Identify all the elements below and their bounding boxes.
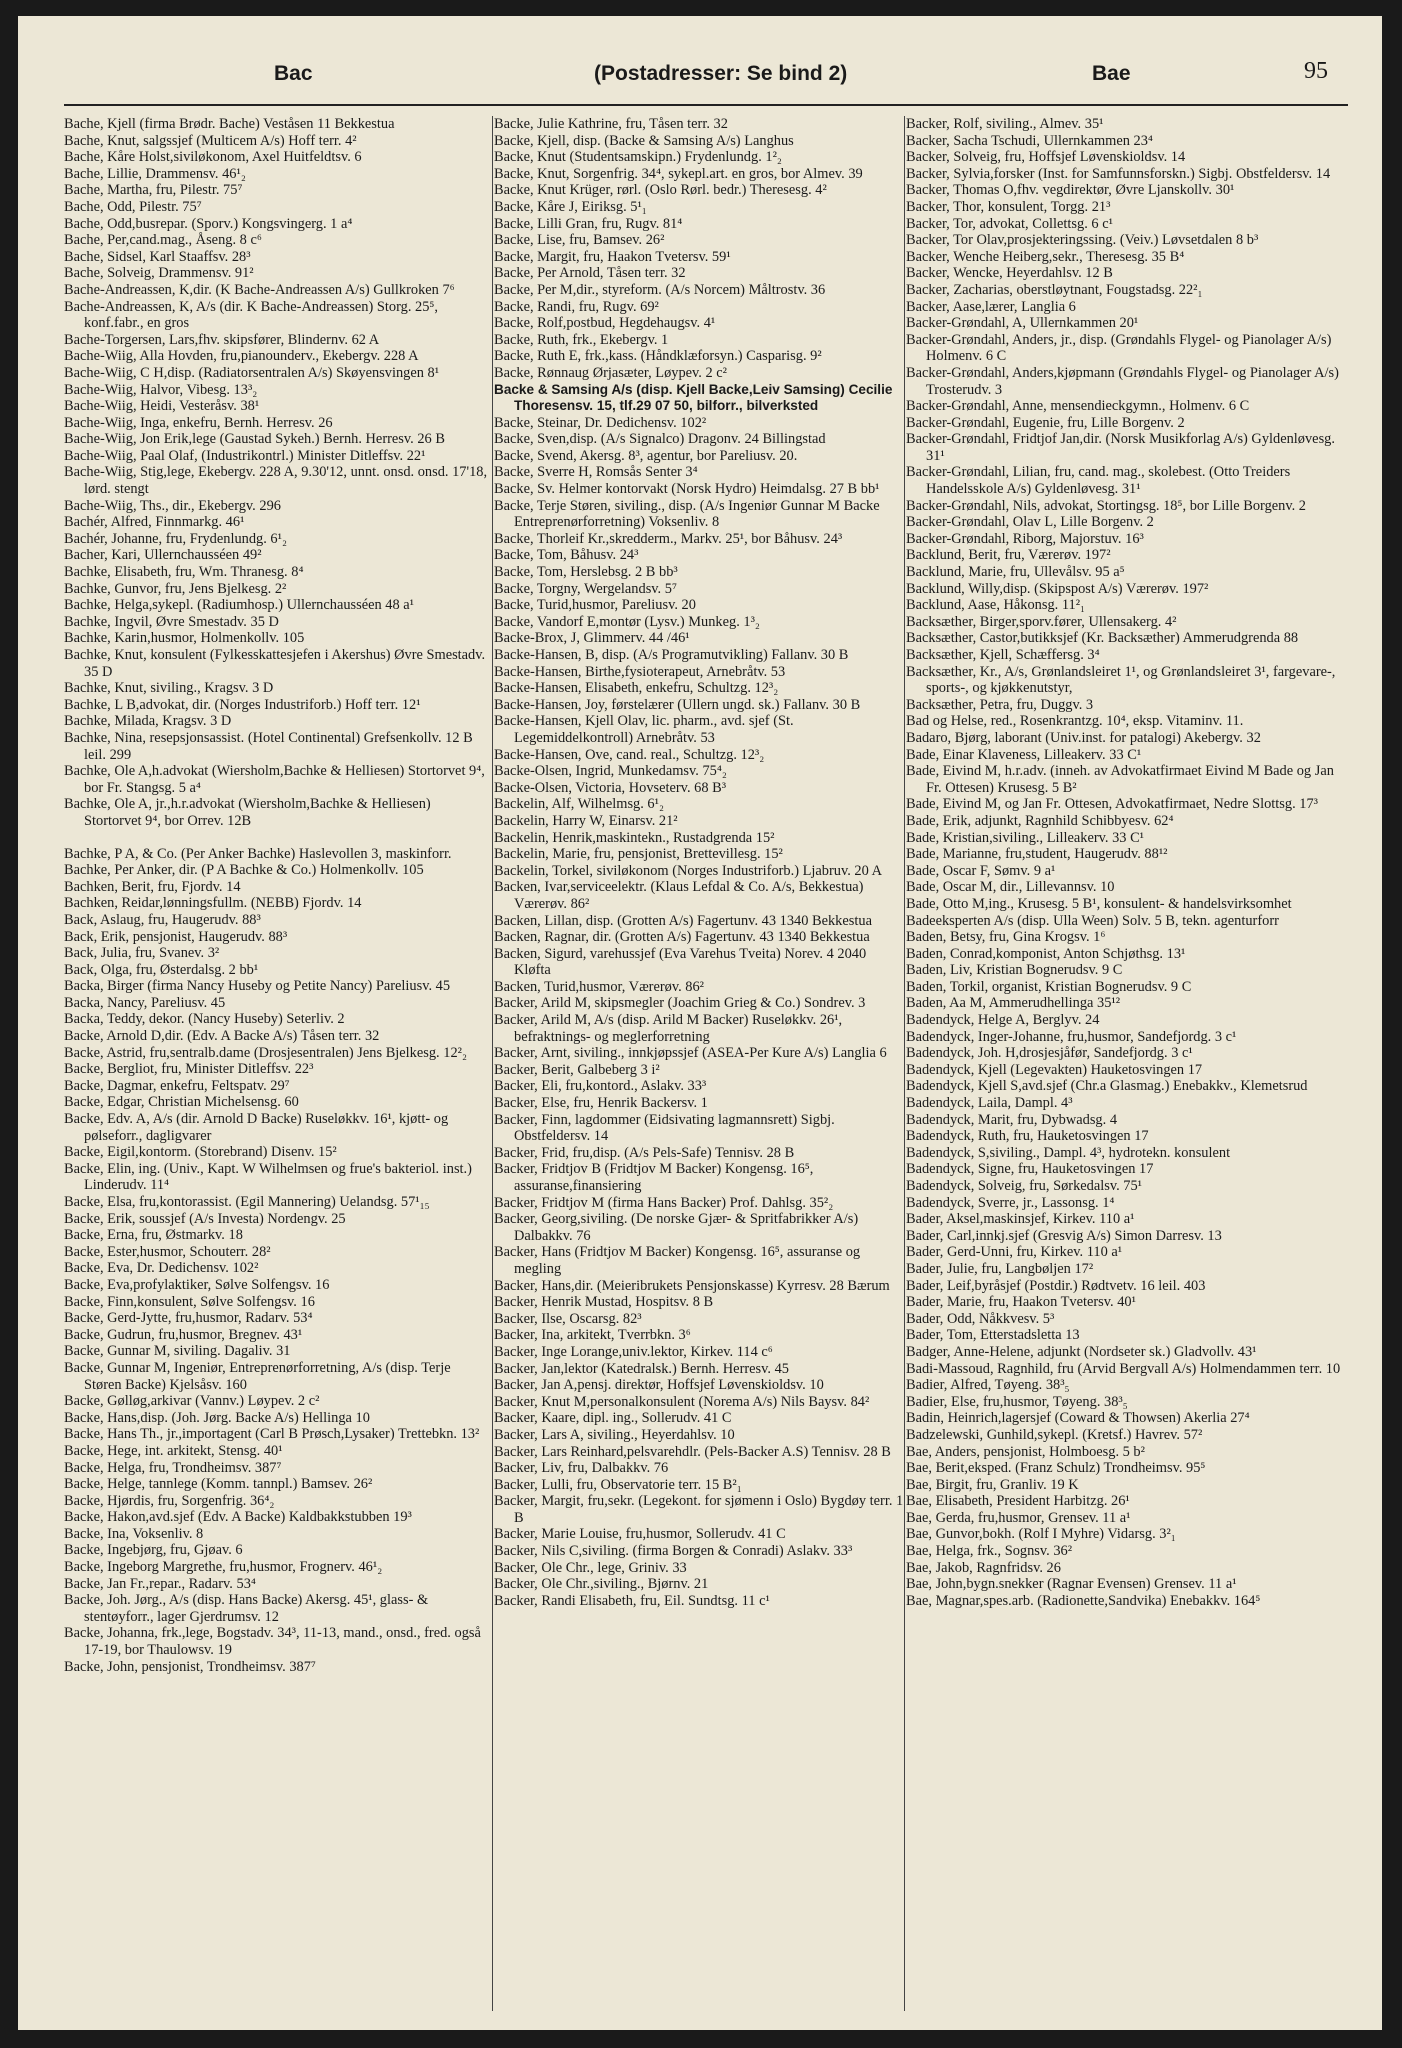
directory-entry [64,830,490,846]
directory-entry: Backsæther, Petra, fru, Duggv. 3 [906,696,1094,713]
directory-entry: Backe, Kjell, disp. (Backe & Samsing A/s) Langhus [494,132,794,149]
directory-entry: Backe, Dagmar, enkefru, Feltspatv. 29⁷ [64,1077,290,1094]
directory-entry: Backe, Thorleif Kr.,skredderm., Markv. 25¹, bor Båhusv. 24³ [494,530,843,547]
directory-entry: Bachke, Knut, konsulent (Fylkesskattesjefen i Akershus) Øvre Smestadv. 35 D [64,647,486,680]
directory-entry: Back, Olga, fru, Østerdalsg. 2 bb¹ [64,961,259,978]
directory-entry: Backe, Johanna, frk.,lege, Bogstadv. 34³, 11-13, mand., onsd., fred. også 17-19, bor Thaulowsv. 19 [64,1625,481,1659]
directory-entry: Backer, Marie Louise, fru,husmor, Sollerudv. 41 C [494,1526,786,1543]
directory-entry: Backer, Hans,dir. (Meieribrukets Pensjonskasse) Kyrresv. 28 Bærum [494,1277,890,1294]
directory-entry: Backlund, Marie, fru, Ullevålsv. 95 a⁵ [906,564,1125,581]
directory-entry: Bae, John,bygn.snekker (Ragnar Evensen) Grensev. 11 a¹ [906,1576,1237,1593]
header-postal-note: (Postadresser: Se bind 2) [594,62,848,85]
directory-entry: Badendyck, Helge A, Berglyv. 24 [906,1012,1100,1029]
directory-entry: Bader, Odd, Nåkkvesv. 5³ [906,1310,1055,1327]
directory-entry: Badendyck, Solveig, fru, Sørkedalsv. 75¹ [906,1178,1142,1194]
directory-entry: Backe, Gunnar M, siviling. Dagaliv. 31 [64,1343,291,1360]
directory-entry: Badendyck, Ruth, fru, Hauketosvingen 17 [906,1128,1149,1145]
directory-entry: Bader, Gerd-Unni, fru, Kirkev. 110 a¹ [906,1244,1123,1261]
directory-entry: Backsæther, Birger,sporv.fører, Ullensakerg. 4² [906,613,1177,630]
directory-entry: Backe, Hjørdis, fru, Sorgenfrig. 36⁴₂ [64,1492,275,1509]
directory-entry: Bader, Marie, fru, Haakon Tvetersv. 40¹ [906,1294,1136,1311]
directory-entry: Backer, Else, fru, Henrik Backersv. 1 [494,1095,708,1112]
directory-entry: Backer, Zacharias, oberstløytnant, Fougstadsg. 22²₁ [906,281,1203,298]
directory-entry: Bade, Oscar M, dir., Lillevannsv. 10 [906,879,1115,896]
directory-entry: Backer, Jan,lektor (Katedralsk.) Bernh. Herresv. 45 [494,1360,789,1377]
directory-entry: Backe, Ingeborg Margrethe, fru,husmor, Frognerv. 46¹₂ [64,1559,383,1576]
column-1 [64,116,490,2016]
directory-entry: Bachér, Johanne, fru, Frydenlundg. 6¹₂ [64,530,287,547]
directory-entry: Bache, Kåre Holst,siviløkonom, Axel Huitfeldtsv. 6 [64,149,362,166]
directory-entry: Bachke, Knut, siviling., Kragsv. 3 D [64,680,274,697]
directory-entry: Backe, Tom, Båhusv. 24³ [494,547,639,564]
directory-entry: Backe, Eva, Dr. Dedichensv. 102² [64,1260,259,1277]
directory-entry: Backe-Hansen, Joy, førstelærer (Ullern ungd. sk.) Fallanv. 30 B [494,696,861,713]
directory-entry: Back, Erik, pensjonist, Haugerudv. 88³ [64,928,288,945]
directory-entry: Backer, Margit, fru,sekr. (Legekont. for sjømenn i Oslo) Bygdøy terr. 1 B [494,1493,904,1526]
directory-entry: Bachke, Per Anker, dir. (P A Bachke & Co.) Holmenkollv. 105 [64,862,424,879]
directory-entry: Backer-Grøndahl, Olav L, Lille Borgenv. 2 [906,514,1154,531]
directory-entry: Backe, Ina, Voksenliv. 8 [64,1525,204,1542]
directory-entry: Bachke, Helga,sykepl. (Radiumhosp.) Ullernchausséen 48 a¹ [64,597,414,614]
directory-entry: Backe-Hansen, B, disp. (A/s Programutvikling) Fallanv. 30 B [494,647,849,663]
directory-entry: Bache, Per,cand.mag., Åseng. 8 c⁶ [64,232,262,249]
directory-entry: Bache-Wiig, Ths., dir., Ekebergv. 296 [64,497,281,514]
directory-entry: Backe, Hakon,avd.sjef (Edv. A Backe) Kaldbakkstubben 19³ [64,1509,412,1526]
directory-entry: Bache-Wiig, Paal Olaf, (Industrikontrl.) Minister Ditleffsv. 22¹ [64,447,426,464]
directory-entry: Backe, Finn,konsulent, Sølve Solfengsv. 16 [64,1293,315,1310]
directory-entry: Backer, Frid, fru,disp. (A/s Pels-Safe) Tennisv. 28 B [494,1144,795,1161]
directory-entry: Backe, Ester,husmor, Schouterr. 28² [64,1243,271,1260]
directory-entry: Bader, Julie, fru, Langbøljen 17² [906,1260,1094,1277]
directory-entry: Backelin, Torkel, siviløkonom (Norges Industriforb.) Ljabruv. 20 A [494,862,883,879]
directory-entry: Bache, Knut, salgssjef (Multicem A/s) Hoff terr. 4² [64,132,357,149]
directory-entry: Backer, Rolf, siviling., Almev. 35¹ [906,116,1104,132]
directory-entry: Backe, Gudrun, fru,husmor, Bregnev. 43¹ [64,1326,303,1343]
directory-entry: Backer, Tor, advokat, Collettsg. 6 c¹ [906,215,1113,232]
page-number: 95 [1304,58,1328,84]
directory-entry: Backelin, Harry W, Einarsv. 21² [494,812,678,829]
directory-entry: Bae, Magnar,spes.arb. (Radionette,Sandvika) Enebakkv. 164⁵ [906,1592,1261,1609]
column-divider [904,116,905,2011]
directory-entry: Bae, Gerda, fru,husmor, Grensev. 11 a¹ [906,1509,1131,1526]
directory-entry: Bae, Elisabeth, President Harbitzg. 26¹ [906,1493,1130,1510]
directory-entry: Bache, Martha, fru, Pilestr. 75⁷ [64,182,243,199]
directory-entry: Backe, Helge, tannlege (Komm. tannpl.) Bamsev. 26² [64,1476,373,1493]
directory-entry: Baden, Liv, Kristian Bognerudsv. 9 C [906,962,1123,979]
directory-entry: Badendyck, Joh. H,drosjesjåfør, Sandefjordg. 3 c¹ [906,1045,1193,1062]
directory-entry: Bache-Andreassen, K, A/s (dir. K Bache-Andreassen) Storg. 25⁵, konf.fabr., en gros [64,298,439,332]
directory-entry: Badaro, Bjørg, laborant (Univ.inst. for patalogi) Akebergv. 32 [906,729,1261,746]
directory-entry: Backer, Ole Chr., lege, Griniv. 33 [494,1559,687,1576]
directory-entry: Backer, Berit, Galbeberg 3 i² [494,1061,660,1078]
directory-entry: Backe, Ruth, frk., Ekebergv. 1 [494,331,669,348]
directory-entry: Backe, Ingebjørg, fru, Gjøav. 6 [64,1542,243,1559]
directory-entry: Bachke, Gunvor, fru, Jens Bjelkesg. 2² [64,580,287,597]
directory-entry: Backe, Joh. Jørg., A/s (disp. Hans Backe) Akersg. 45¹, glass- & stentøyforr., lager Gjerdrumsv. 12 [64,1592,429,1625]
directory-entry: Bachken, Reidar,lønningsfullm. (NEBB) Fjordv. 14 [64,895,362,912]
directory-entry: Bache, Solveig, Drammensv. 91² [64,265,254,282]
directory-entry: Backe, Per Arnold, Tåsen terr. 32 [494,265,686,282]
directory-entry: Backe, Knut Krüger, rørl. (Oslo Rørl. bedr.) Theresesg. 4² [494,182,827,199]
directory-entry: Backe, Edgar, Christian Michelsensg. 60 [64,1094,299,1111]
directory-entry: Bache-Andreassen, K,dir. (K Bache-Andreassen A/s) Gullkroken 7⁶ [64,281,455,298]
directory-entry: Backer, Ilse, Oscarsg. 82³ [494,1310,642,1327]
directory-entry: Backe-Hansen, Ove, cand. real., Schultzg. 12³₂ [494,746,765,763]
directory-entry: Backe, Steinar, Dr. Dedichensv. 102² [494,414,707,431]
directory-entry: Backelin, Marie, fru, pensjonist, Brettevillesg. 15² [494,846,783,863]
directory-entry: Backe, Hans,disp. (Joh. Jørg. Backe A/s) Hellinga 10 [64,1409,370,1426]
directory-entry: Backe, Erna, fru, Østmarkv. 18 [64,1227,243,1244]
directory-entry: Baden, Torkil, organist, Kristian Bognerudsv. 9 C [906,978,1192,995]
directory-entry: Backe, Elin, ing. (Univ., Kapt. W Wilhelmsen og frue's bakteriol. inst.) Linderudv. 11⁴ [64,1160,472,1194]
directory-entry: Badendyck, Kjell (Legevakten) Hauketosvingen 17 [906,1061,1203,1078]
directory-entry: Backer, Sacha Tschudi, Ullernkammen 23⁴ [906,132,1153,149]
directory-entry: Backe, Eva,profylaktiker, Sølve Solfengsv. 16 [64,1276,330,1293]
directory-entry: Bachken, Berit, fru, Fjordv. 14 [64,878,241,895]
directory-entry: Backer, Wenche Heiberg,sekr., Theresesg. 35 B⁴ [906,248,1185,265]
directory-entry: Backe, Edv. A, A/s (dir. Arnold D Backe) Ruseløkkv. 16¹, kjøtt- og pølseforr., dagligvarer [64,1111,449,1144]
directory-entry: Bache, Lillie, Drammensv. 46¹₂ [64,165,246,182]
directory-entry: Backe, Rønnaug Ørjasæter, Løypev. 2 c² [494,364,727,381]
directory-entry: Backe-Olsen, Ingrid, Munkedamsv. 75⁴₂ [494,763,727,780]
directory-entry: Badendyck, S,siviling., Dampl. 4³, hydrotekn. konsulent [906,1144,1231,1161]
directory-entry: Bache, Odd,busrepar. (Sporv.) Kongsvingerg. 1 a⁴ [64,215,353,232]
directory-entry: Backe, Lilli Gran, fru, Rugv. 81⁴ [494,215,683,232]
directory-entry: Badendyck, Marit, fru, Dybwadsg. 4 [906,1111,1118,1128]
directory-entry: Backsæther, Castor,butikksjef (Kr. Backsæther) Ammerudgrenda 88 [906,630,1299,647]
directory-entry: Badzelewski, Gunhild,sykepl. (Kretsf.) Havrev. 57² [906,1426,1203,1443]
directory-entry: Backer, Fridtjov B (Fridtjov M Backer) Kongensg. 16⁵, assuranse,finansiering [494,1161,814,1194]
directory-entry: Bache-Wiig, Heidi, Vesteråsv. 38¹ [64,398,260,415]
directory-entry: Backe, Sv. Helmer kontorvakt (Norsk Hydro) Heimdalsg. 27 B bb¹ [494,481,880,498]
directory-entry: Backer, Liv, fru, Dalbakkv. 76 [494,1460,669,1477]
header-rule [64,104,1348,106]
directory-entry: Bader, Aksel,maskinsjef, Kirkev. 110 a¹ [906,1211,1135,1228]
directory-entry: Bachke, Milada, Kragsv. 3 D [64,713,232,730]
directory-entry: Badendyck, Laila, Dampl. 4³ [906,1095,1073,1112]
directory-entry: Backe, Kåre J, Eiriksg. 5¹₁ [494,198,647,215]
column-3 [906,116,1346,2016]
directory-entry: Backer-Grøndahl, Eugenie, fru, Lille Borgenv. 2 [906,414,1185,431]
directory-page [18,16,1382,2030]
directory-entry: Bade, Eivind M, og Jan Fr. Ottesen, Advokatfirmaet, Nedre Slottsg. 17³ [906,796,1318,813]
directory-entry: Bae, Gunvor,bokh. (Rolf I Myhre) Vidarsg. 3²₁ [906,1526,1176,1543]
directory-entry: Backer, Thomas O,fhv. vegdirektør, Øvre Ljanskollv. 30¹ [906,182,1235,199]
directory-entry: Backer, Lulli, fru, Observatorie terr. 15 B²₁ [494,1476,742,1493]
directory-entry: Bad og Helse, red., Rosenkrantzg. 10⁴, eksp. Vitaminv. 11. [906,713,1244,730]
directory-entry: Backe, Jan Fr.,repar., Radarv. 53⁴ [64,1575,256,1592]
directory-entry: Bae, Jakob, Ragnfridsv. 26 [906,1559,1061,1576]
directory-entry: Backer, Solveig, fru, Hoffsjef Løvenskioldsv. 14 [906,149,1186,166]
directory-entry: Bache-Wiig, Alla Hovden, fru,pianounderv., Ekebergv. 228 A [64,348,419,365]
directory-entry: Backer, Georg,siviling. (De norske Gjær- & Spritfabrikker A/s) Dalbakkv. 76 [494,1211,859,1244]
directory-entry: Backen, Turid,husmor, Værerøv. 86² [494,978,704,995]
directory-entry: Badeeksperten A/s (disp. Ulla Ween) Solv. 5 B, tekn. agenturforr [906,912,1279,929]
directory-entry: Bade, Eivind M, h.r.adv. (inneh. av Advokatfirmaet Eivind M Bade og Jan Fr. Ottesen) Krusesg. 5 B² [906,763,1334,796]
directory-entry: Baden, Conrad,komponist, Anton Schjøthsg. 13¹ [906,945,1186,962]
directory-entry: Backer, Henrik Mustad, Hospitsv. 8 B [494,1294,714,1311]
directory-entry: Bachke, Karin,husmor, Holmenkollv. 105 [64,630,305,647]
directory-entry: Backe, John, pensjonist, Trondheimsv. 387⁷ [64,1658,316,1675]
directory-entry: Bacher, Kari, Ullernchausséen 49² [64,547,262,564]
directory-entry: Bache-Torgersen, Lars,fhv. skipsfører, Blindernv. 62 A [64,331,380,348]
directory-entry: Backe, Arnold D,dir. (Edv. A Backe A/s) Tåsen terr. 32 [64,1028,380,1045]
directory-entry: Backe, Per M,dir., styreform. (A/s Norcem) Måltrostv. 36 [494,281,826,298]
directory-entry: Backer-Grøndahl, A, Ullernkammen 20¹ [906,315,1139,332]
directory-entry: Bache-Wiig, Stig,lege, Ekebergv. 228 A, 9.30'12, unnt. onsd. onsd. 17'18, lørd. stengt [64,464,488,498]
directory-entry: Backe-Hansen, Elisabeth, enkefru, Schultzg. 12³₂ [494,680,779,697]
directory-entry: Backe, Hege, int. arkitekt, Stensg. 40¹ [64,1442,283,1459]
directory-entry: Back, Aslaug, fru, Haugerudv. 88³ [64,911,261,928]
directory-entry: Backe, Erik, soussjef (A/s Investa) Nordengv. 25 [64,1210,346,1227]
directory-entry: Bade, Kristian,siviling., Lilleakerv. 33 C¹ [906,829,1144,846]
directory-entry: Backsæther, Kjell, Schæffersg. 3⁴ [906,647,1100,663]
directory-entry: Backe, Eigil,kontorm. (Storebrand) Disenv. 15² [64,1144,337,1161]
directory-entry: Backe-Hansen, Kjell Olav, lic. pharm., avd. sjef (St. Legemiddelkontroll) Arnebråtv. 53 [494,713,794,746]
directory-entry: Backer, Nils C,siviling. (firma Borgen & Conradi) Aslakv. 33³ [494,1543,853,1560]
directory-entry: Backer, Arnt, siviling., innkjøpssjef (ASEA-Per Kure A/s) Langlia 6 [494,1045,887,1062]
directory-entry: Badin, Heinrich,lagersjef (Coward & Thowsen) Akerlia 27⁴ [906,1410,1250,1427]
directory-entry: Backer-Grøndahl, Lilian, fru, cand. mag., skolebest. (Otto Treiders Handelsskole A/s) Gyldenløvesg. 31¹ [906,464,1291,498]
directory-entry: Backe-Brox, J, Glimmerv. 44 /46¹ [494,630,690,647]
directory-entry: Badger, Anne-Helene, adjunkt (Nordseter sk.) Gladvollv. 43¹ [906,1343,1257,1360]
directory-entry: Backer, Arild M, skipsmegler (Joachim Grieg & Co.) Sondrev. 3 [494,995,866,1012]
directory-entry: Backelin, Alf, Wilhelmsg. 6¹₂ [494,796,664,813]
directory-entry: Badendyck, Inger-Johanne, fru,husmor, Sandefjordg. 3 c¹ [906,1028,1237,1045]
directory-entry: Backe, Knut, Sorgenfrig. 34⁴, sykepl.art. en gros, bor Almev. 39 [494,165,863,182]
directory-entry: Backer, Thor, konsulent, Torgg. 21³ [906,198,1111,215]
directory-entry: Backer, Tor Olav,prosjekteringssing. (Veiv.) Løvsetdalen 8 b³ [906,232,1259,249]
directory-entry: Bachke, Ole A, jr.,h.r.advokat (Wiersholm,Bachke & Helliesen) Stortorvet 9⁴, bor Orrev. 12B [64,796,431,829]
directory-entry: Bache, Kjell (firma Brødr. Bache) Veståsen 11 Bekkestua [64,116,395,132]
directory-entry: Backer, Kaare, dipl. ing., Sollerudv. 41 C [494,1410,732,1427]
directory-entry: Backlund, Willy,disp. (Skipspost A/s) Værerøv. 197² [906,580,1209,597]
directory-entry: Badier, Alfred, Tøyeng. 38³₅ [906,1377,1070,1394]
header-right-keyword: Bae [1092,62,1131,85]
directory-entry: Backer, Lars A, siviling., Heyerdahlsv. 10 [494,1426,735,1443]
directory-entry: Bache, Sidsel, Karl Staaffsv. 28³ [64,248,251,265]
directory-entry: Backa, Teddy, dekor. (Nancy Huseby) Seterliv. 2 [64,1011,345,1028]
directory-entry: Backer-Grøndahl, Riborg, Majorstuv. 16³ [906,530,1144,547]
directory-entry: Bachke, Ole A,h.advokat (Wiersholm,Bachke & Helliesen) Stortorvet 9⁴, bor Fr. Stangsg. 5 a⁴ [64,763,485,796]
directory-entry: Backe, Torgny, Wergelandsv. 5⁷ [494,580,677,597]
column-divider [492,116,493,2011]
header-left-keyword: Bac [274,62,313,85]
directory-entry: Backer, Eli, fru,kontord., Aslakv. 33³ [494,1078,707,1095]
directory-entry: Baden, Aa M, Ammerudhellinga 35¹² [906,995,1121,1012]
directory-entry: Backe, Elsa, fru,kontorassist. (Egil Mannering) Uelandsg. 57¹₁₅ [64,1194,430,1210]
directory-entry: Bache, Odd, Pilestr. 75⁷ [64,198,202,215]
directory-entry: Backe, Sven,disp. (A/s Signalco) Dragonv. 24 Billingstad [494,431,826,448]
directory-entry: Badendyck, Sverre, jr., Lassonsg. 1⁴ [906,1194,1115,1211]
directory-entry: Backer, Ina, arkitekt, Tverrbkn. 3⁶ [494,1327,691,1344]
directory-entry: Badi-Massoud, Ragnhild, fru (Arvid Bergvall A/s) Holmendammen terr. 10 [906,1360,1341,1377]
directory-entry: Bade, Erik, adjunkt, Ragnhild Schibbyesv. 62⁴ [906,812,1174,829]
directory-entry: Bade, Einar Klaveness, Lilleakerv. 33 C¹ [906,746,1142,763]
directory-entry: Backe & Samsing A/s (disp. Kjell Backe,Leiv Samsing) Cecilie Thoresensv. 15, tlf.29 07 50, bilforr., bilverksted [494,381,893,414]
directory-entry: Bader, Tom, Etterstadsletta 13 [906,1327,1080,1344]
directory-entry: Bade, Oscar F, Sømv. 9 a¹ [906,862,1056,879]
directory-entry: Bachke, Elisabeth, fru, Wm. Thranesg. 8⁴ [64,564,304,581]
directory-entry: Backer-Grøndahl, Anne, mensendieckgymn., Holmenv. 6 C [906,398,1250,415]
directory-entry: Bae, Berit,eksped. (Franz Schulz) Trondheimsv. 95⁵ [906,1460,1206,1477]
directory-entry: Backe, Gerd-Jytte, fru,husmor, Radarv. 53⁴ [64,1310,313,1327]
directory-entry: Backe, Vandorf E,montør (Lysv.) Munkeg. 1³₂ [494,613,760,630]
directory-entry: Backe-Olsen, Victoria, Hovseterv. 68 B³ [494,779,727,796]
directory-entry: Backe, Astrid, fru,sentralb.dame (Drosjesentralen) Jens Bjelkesg. 12²₂ [64,1044,467,1061]
directory-entry: Backe, Rolf,postbud, Hegdehaugsv. 4¹ [494,315,716,332]
directory-entry: Bade, Marianne, fru,student, Haugerudv. 88¹² [906,846,1168,863]
directory-entry: Backer-Grøndahl, Fridtjof Jan,dir. (Norsk Musikforlag A/s) Gyldenløvesg. 31¹ [906,431,1335,464]
directory-entry: Bachke, Ingvil, Øvre Smestadv. 35 D [64,613,279,630]
directory-entry: Backer-Grøndahl, Anders, jr., disp. (Grøndahls Flygel- og Pianolager A/s) Holmenv. 6 C [906,331,1332,365]
directory-entry: Backe, Turid,husmor, Pareliusv. 20 [494,597,696,614]
directory-entry: Backe, Terje Støren, siviling., disp. (A/s Ingeniør Gunnar M Backe Entreprenørforretning) Voksenliv. 8 [494,497,880,531]
directory-entry: Bachke, Nina, resepsjonsassist. (Hotel Continental) Grefsenkollv. 12 B leil. 299 [64,729,473,763]
directory-entry: Backe, Lise, fru, Bamsev. 26² [494,232,665,249]
directory-entry: Badendyck, Kjell S,avd.sjef (Chr.a Glasmag.) Enebakkv., Klemetsrud [906,1078,1308,1095]
directory-entry: Backer-Grøndahl, Anders,kjøpmann (Grøndahls Flygel- og Pianolager A/s) Trosterudv. 3 [906,364,1339,398]
directory-entry: Backer-Grøndahl, Nils, advokat, Stortingsg. 18⁵, bor Lille Borgenv. 2 [906,497,1307,514]
directory-entry: Backer, Ole Chr.,siviling., Bjørnv. 21 [494,1576,709,1593]
directory-entry: Backe, Julie Kathrine, fru, Tåsen terr. 32 [494,116,728,132]
directory-entry: Backe, Knut (Studentsamskipn.) Frydenlundg. 1²₂ [494,149,782,166]
directory-entry: Backe, Helga, fru, Trondheimsv. 387⁷ [64,1459,282,1476]
directory-entry: Bache-Wiig, Halvor, Vibesg. 13³₂ [64,381,258,398]
directory-entry: Backe-Hansen, Birthe,fysioterapeut, Arnebråtv. 53 [494,663,786,680]
directory-entry: Backer, Fridtjov M (firma Hans Backer) Prof. Dahlsg. 35²₂ [494,1194,834,1211]
directory-entry: Bache-Wiig, C H,disp. (Radiatorsentralen A/s) Skøyensvingen 8¹ [64,364,440,381]
directory-entry: Backe, Bergliot, fru, Minister Ditleffsv. 22³ [64,1061,314,1078]
directory-entry: Backer, Sylvia,forsker (Inst. for Samfunnsforskn.) Sigbj. Obstfeldersv. 14 [906,165,1331,182]
directory-entry: Backer, Wencke, Heyerdahlsv. 12 B [906,265,1113,282]
directory-entry: Backsæther, Kr., A/s, Grønlandsleiret 1¹, og Grønlandsleiret 3¹, fargevare-, sports-, og kjøkkenutstyr, [906,663,1336,697]
directory-entry: Bae, Helga, frk., Sognsv. 36² [906,1543,1073,1560]
directory-entry: Badier, Else, fru,husmor, Tøyeng. 38³₅ [906,1393,1128,1410]
directory-entry: Bade, Otto M,ing., Krusesg. 5 B¹, konsulent- & handelsvirksomhet [906,895,1292,912]
directory-entry: Backer, Randi Elisabeth, fru, Eil. Sundtsg. 11 c¹ [494,1592,770,1609]
directory-entry: Backe, Tom, Herslebsg. 2 B bb³ [494,564,678,581]
directory-entry: Back, Julia, fru, Svanev. 3² [64,945,220,962]
directory-entry: Backe, Ruth E, frk.,kass. (Håndklæforsyn.) Casparisg. 9² [494,348,822,365]
directory-entry: Backa, Nancy, Pareliusv. 45 [64,994,226,1011]
directory-entry: Backer, Jan A,pensj. direktør, Hoffsjef Løvenskioldsv. 10 [494,1377,824,1394]
directory-entry: Backen, Ivar,serviceelektr. (Klaus Lefdal & Co. A/s, Bekkestua) Værerøv. 86² [494,879,864,912]
directory-entry: Bache-Wiig, Jon Erik,lege (Gaustad Sykeh.) Bernh. Herresv. 26 B [64,431,445,448]
directory-entry: Backa, Birger (firma Nancy Huseby og Petite Nancy) Pareliusv. 45 [64,978,451,995]
directory-entry: Backer, Lars Reinhard,pelsvarehdlr. (Pels-Backer A.S) Tennisv. 28 B [494,1443,891,1460]
directory-entry: Bader, Leif,byråsjef (Postdir.) Rødtvetv. 16 leil. 403 [906,1277,1206,1294]
directory-entry: Baden, Betsy, fru, Gina Krogsv. 1⁶ [906,929,1106,946]
directory-entry: Badendyck, Signe, fru, Hauketosvingen 17 [906,1161,1154,1178]
directory-entry: Backe, Gunnar M, Ingeniør, Entreprenørforretning, A/s (disp. Terje Støren Backe) Kjelsåsv. 160 [64,1359,451,1393]
directory-entry: Bachér, Alfred, Finnmarkg. 46¹ [64,514,245,531]
directory-entry: Bae, Anders, pensjonist, Holmboesg. 5 b² [906,1443,1145,1460]
directory-entry: Bachke, P A, & Co. (Per Anker Bachke) Haslevollen 3, maskinforr. [64,845,452,862]
directory-entry: Backlund, Aase, Håkonsg. 11²₁ [906,597,1086,614]
directory-entry: Backer, Hans (Fridtjov M Backer) Kongensg. 16⁵, assuranse og megling [494,1244,861,1277]
directory-entry: Backe, Gølløg,arkivar (Vannv.) Løypev. 2 c² [64,1393,320,1410]
directory-entry: Bader, Carl,innkj.sjef (Gresvig A/s) Simon Darresv. 13 [906,1227,1222,1244]
directory-entry: Backe, Svend, Akersg. 8³, agentur, bor Pareliusv. 20. [494,447,798,464]
directory-entry: Backe, Hans Th., jr.,importagent (Carl B Prøsch,Lysaker) Trettebkn. 13² [64,1426,480,1443]
column-2 [494,116,904,2016]
directory-entry: Backer, Aase,lærer, Langlia 6 [906,298,1076,315]
page-header [64,56,1348,96]
directory-entry: Backelin, Henrik,maskintekn., Rustadgrenda 15² [494,829,775,846]
directory-entry: Backer, Arild M, A/s (disp. Arild M Backer) Ruseløkkv. 26¹, befraktnings- og meglerforretning [494,1012,843,1045]
directory-entry: Bache-Wiig, Inga, enkefru, Bernh. Herresv. 26 [64,414,333,431]
directory-entry: Backer, Inge Lorange,univ.lektor, Kirkev. 114 c⁶ [494,1343,773,1360]
directory-entry: Backlund, Berit, fru, Værerøv. 197² [906,547,1111,564]
directory-entry: Backe, Margit, fru, Haakon Tvetersv. 59¹ [494,248,731,265]
directory-entry: Backer, Knut M,personalkonsulent (Norema A/s) Nils Baysv. 84² [494,1393,870,1410]
directory-entry: Backen, Ragnar, dir. (Grotten A/s) Fagertunv. 43 1340 Bekkestua [494,929,870,946]
directory-entry: Bachke, L B,advokat, dir. (Norges Industriforb.) Hoff terr. 12¹ [64,696,421,713]
directory-entry: Backe, Randi, fru, Rugv. 69² [494,298,659,315]
directory-entry: Bae, Birgit, fru, Granliv. 19 K [906,1476,1079,1493]
directory-entry: Backen, Lillan, disp. (Grotten A/s) Fagertunv. 43 1340 Bekkestua [494,912,872,929]
directory-entry: Backen, Sigurd, varehussjef (Eva Varehus Tveita) Norev. 4 2040 Kløfta [494,945,867,979]
directory-entry: Backe, Sverre H, Romsås Senter 3⁴ [494,464,698,481]
directory-entry: Backer, Finn, lagdommer (Eidsivating lagmannsrett) Sigbj. Obstfeldersv. 14 [494,1111,835,1145]
